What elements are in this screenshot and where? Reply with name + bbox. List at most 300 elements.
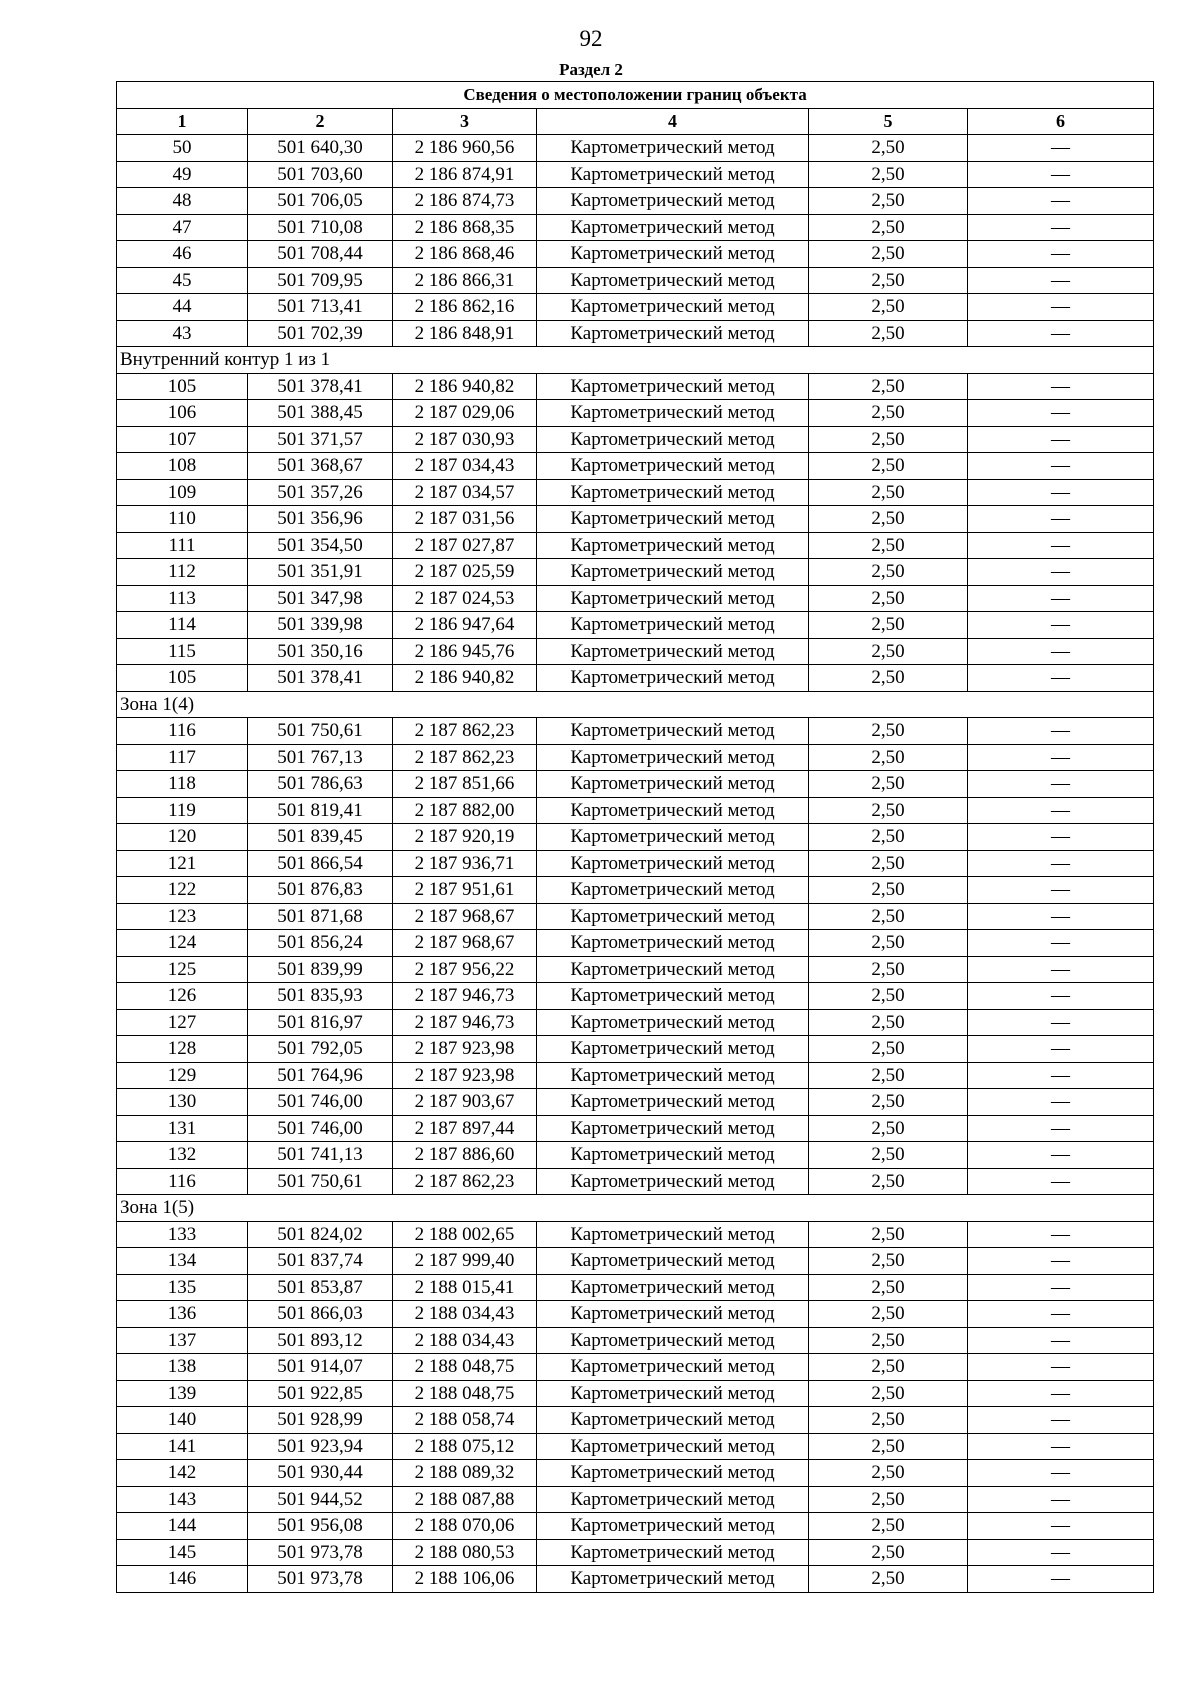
table-row — [117, 1142, 1154, 1169]
method-cell: Картометрический метод — [537, 797, 809, 824]
description-cell: — — [968, 718, 1154, 745]
y-coordinate-cell: 2 188 048,75 — [393, 1354, 537, 1381]
accuracy-cell: 2,50 — [809, 453, 968, 480]
section-title: Раздел 2 — [559, 60, 623, 79]
description-cell: — — [968, 1486, 1154, 1513]
method-cell: Картометрический метод — [537, 824, 809, 851]
table-row — [117, 665, 1154, 692]
description-cell: — — [968, 1566, 1154, 1593]
x-coordinate-cell: 501 824,02 — [248, 1221, 393, 1248]
x-coordinate-cell: 501 706,05 — [248, 188, 393, 215]
contour-group-row — [117, 1195, 1154, 1222]
y-coordinate-cell: 2 187 923,98 — [393, 1036, 537, 1063]
accuracy-cell: 2,50 — [809, 1036, 968, 1063]
y-coordinate-cell: 2 187 862,23 — [393, 718, 537, 745]
method-cell: Картометрический метод — [537, 373, 809, 400]
point-number-cell: 117 — [117, 744, 248, 771]
x-coordinate-cell: 501 713,41 — [248, 294, 393, 321]
y-coordinate-cell: 2 186 862,16 — [393, 294, 537, 321]
table-row — [117, 1036, 1154, 1063]
x-coordinate-cell: 501 750,61 — [248, 718, 393, 745]
table-row — [117, 1486, 1154, 1513]
accuracy-cell: 2,50 — [809, 903, 968, 930]
description-cell: — — [968, 956, 1154, 983]
point-number-cell: 143 — [117, 1486, 248, 1513]
y-coordinate-cell: 2 186 940,82 — [393, 373, 537, 400]
accuracy-cell: 2,50 — [809, 188, 968, 215]
x-coordinate-cell: 501 944,52 — [248, 1486, 393, 1513]
description-cell: — — [968, 744, 1154, 771]
description-cell: — — [968, 1274, 1154, 1301]
contour-group-row — [117, 347, 1154, 374]
point-number-cell: 135 — [117, 1274, 248, 1301]
x-coordinate-cell: 501 856,24 — [248, 930, 393, 957]
x-coordinate-cell: 501 786,63 — [248, 771, 393, 798]
x-coordinate-cell: 501 930,44 — [248, 1460, 393, 1487]
x-coordinate-cell: 501 339,98 — [248, 612, 393, 639]
accuracy-cell: 2,50 — [809, 135, 968, 162]
description-cell: — — [968, 771, 1154, 798]
accuracy-cell: 2,50 — [809, 373, 968, 400]
table-row — [117, 1566, 1154, 1593]
method-cell: Картометрический метод — [537, 188, 809, 215]
accuracy-cell: 2,50 — [809, 1539, 968, 1566]
description-cell: — — [968, 1062, 1154, 1089]
description-cell: — — [968, 559, 1154, 586]
accuracy-cell: 2,50 — [809, 983, 968, 1010]
accuracy-cell: 2,50 — [809, 930, 968, 957]
accuracy-cell: 2,50 — [809, 1460, 968, 1487]
method-cell: Картометрический метод — [537, 1301, 809, 1328]
table-row — [117, 320, 1154, 347]
accuracy-cell: 2,50 — [809, 532, 968, 559]
y-coordinate-cell: 2 187 923,98 — [393, 1062, 537, 1089]
table-row — [117, 373, 1154, 400]
description-cell: — — [968, 1327, 1154, 1354]
accuracy-cell: 2,50 — [809, 214, 968, 241]
accuracy-cell: 2,50 — [809, 294, 968, 321]
method-cell: Картометрический метод — [537, 1168, 809, 1195]
table-row — [117, 983, 1154, 1010]
table-row — [117, 1460, 1154, 1487]
table-body — [117, 135, 1154, 1593]
accuracy-cell: 2,50 — [809, 1248, 968, 1275]
y-coordinate-cell: 2 187 030,93 — [393, 426, 537, 453]
x-coordinate-cell: 501 351,91 — [248, 559, 393, 586]
method-cell: Картометрический метод — [537, 771, 809, 798]
y-coordinate-cell: 2 188 089,32 — [393, 1460, 537, 1487]
table-row — [117, 1407, 1154, 1434]
description-cell: — — [968, 983, 1154, 1010]
column-header-row — [117, 108, 1154, 135]
table-row — [117, 1089, 1154, 1116]
point-number-cell: 127 — [117, 1009, 248, 1036]
accuracy-cell: 2,50 — [809, 718, 968, 745]
method-cell: Картометрический метод — [537, 320, 809, 347]
method-cell: Картометрический метод — [537, 665, 809, 692]
method-cell: Картометрический метод — [537, 983, 809, 1010]
table-caption: Сведения о местоположении границ объекта — [117, 82, 1154, 109]
y-coordinate-cell: 2 187 999,40 — [393, 1248, 537, 1275]
method-cell: Картометрический метод — [537, 1036, 809, 1063]
y-coordinate-cell: 2 187 851,66 — [393, 771, 537, 798]
table-row — [117, 1539, 1154, 1566]
x-coordinate-cell: 501 356,96 — [248, 506, 393, 533]
point-number-cell: 125 — [117, 956, 248, 983]
accuracy-cell: 2,50 — [809, 1513, 968, 1540]
y-coordinate-cell: 2 187 968,67 — [393, 903, 537, 930]
method-cell: Картометрический метод — [537, 1460, 809, 1487]
point-number-cell: 46 — [117, 241, 248, 268]
table-row — [117, 877, 1154, 904]
y-coordinate-cell: 2 188 034,43 — [393, 1327, 537, 1354]
y-coordinate-cell: 2 188 075,12 — [393, 1433, 537, 1460]
column-header: 5 — [809, 108, 968, 135]
accuracy-cell: 2,50 — [809, 1354, 968, 1381]
table-row — [117, 1380, 1154, 1407]
x-coordinate-cell: 501 350,16 — [248, 638, 393, 665]
accuracy-cell: 2,50 — [809, 638, 968, 665]
accuracy-cell: 2,50 — [809, 1168, 968, 1195]
accuracy-cell: 2,50 — [809, 559, 968, 586]
table-row — [117, 532, 1154, 559]
y-coordinate-cell: 2 187 920,19 — [393, 824, 537, 851]
point-number-cell: 123 — [117, 903, 248, 930]
accuracy-cell: 2,50 — [809, 1009, 968, 1036]
table-row — [117, 453, 1154, 480]
accuracy-cell: 2,50 — [809, 1433, 968, 1460]
accuracy-cell: 2,50 — [809, 824, 968, 851]
table-row — [117, 400, 1154, 427]
table-row — [117, 718, 1154, 745]
method-cell: Картометрический метод — [537, 214, 809, 241]
x-coordinate-cell: 501 767,13 — [248, 744, 393, 771]
method-cell: Картометрический метод — [537, 877, 809, 904]
method-cell: Картометрический метод — [537, 506, 809, 533]
point-number-cell: 137 — [117, 1327, 248, 1354]
method-cell: Картометрический метод — [537, 903, 809, 930]
y-coordinate-cell: 2 187 951,61 — [393, 877, 537, 904]
boundary-coordinates-table — [116, 81, 1154, 1593]
description-cell: — — [968, 903, 1154, 930]
method-cell: Картометрический метод — [537, 559, 809, 586]
description-cell: — — [968, 188, 1154, 215]
table-row — [117, 797, 1154, 824]
method-cell: Картометрический метод — [537, 1089, 809, 1116]
y-coordinate-cell: 2 188 087,88 — [393, 1486, 537, 1513]
description-cell: — — [968, 612, 1154, 639]
x-coordinate-cell: 501 837,74 — [248, 1248, 393, 1275]
x-coordinate-cell: 501 741,13 — [248, 1142, 393, 1169]
accuracy-cell: 2,50 — [809, 241, 968, 268]
method-cell: Картометрический метод — [537, 426, 809, 453]
method-cell: Картометрический метод — [537, 612, 809, 639]
method-cell: Картометрический метод — [537, 1513, 809, 1540]
x-coordinate-cell: 501 922,85 — [248, 1380, 393, 1407]
table-row — [117, 214, 1154, 241]
column-header: 2 — [248, 108, 393, 135]
x-coordinate-cell: 501 792,05 — [248, 1036, 393, 1063]
accuracy-cell: 2,50 — [809, 1062, 968, 1089]
x-coordinate-cell: 501 709,95 — [248, 267, 393, 294]
point-number-cell: 126 — [117, 983, 248, 1010]
contour-group-label: Внутренний контур 1 из 1 — [117, 347, 1154, 374]
x-coordinate-cell: 501 378,41 — [248, 373, 393, 400]
accuracy-cell: 2,50 — [809, 850, 968, 877]
x-coordinate-cell: 501 710,08 — [248, 214, 393, 241]
table-row — [117, 956, 1154, 983]
y-coordinate-cell: 2 186 848,91 — [393, 320, 537, 347]
table-row — [117, 824, 1154, 851]
y-coordinate-cell: 2 186 868,46 — [393, 241, 537, 268]
column-header: 6 — [968, 108, 1154, 135]
y-coordinate-cell: 2 188 080,53 — [393, 1539, 537, 1566]
accuracy-cell: 2,50 — [809, 665, 968, 692]
x-coordinate-cell: 501 708,44 — [248, 241, 393, 268]
method-cell: Картометрический метод — [537, 241, 809, 268]
point-number-cell: 115 — [117, 638, 248, 665]
method-cell: Картометрический метод — [537, 638, 809, 665]
point-number-cell: 44 — [117, 294, 248, 321]
x-coordinate-cell: 501 371,57 — [248, 426, 393, 453]
accuracy-cell: 2,50 — [809, 320, 968, 347]
method-cell: Картометрический метод — [537, 1248, 809, 1275]
table-row — [117, 1433, 1154, 1460]
y-coordinate-cell: 2 187 029,06 — [393, 400, 537, 427]
method-cell: Картометрический метод — [537, 400, 809, 427]
x-coordinate-cell: 501 746,00 — [248, 1089, 393, 1116]
y-coordinate-cell: 2 187 956,22 — [393, 956, 537, 983]
point-number-cell: 128 — [117, 1036, 248, 1063]
y-coordinate-cell: 2 188 048,75 — [393, 1380, 537, 1407]
table-row — [117, 161, 1154, 188]
x-coordinate-cell: 501 357,26 — [248, 479, 393, 506]
x-coordinate-cell: 501 764,96 — [248, 1062, 393, 1089]
table-row — [117, 744, 1154, 771]
method-cell: Картометрический метод — [537, 479, 809, 506]
table-row — [117, 771, 1154, 798]
contour-group-row — [117, 691, 1154, 718]
x-coordinate-cell: 501 835,93 — [248, 983, 393, 1010]
point-number-cell: 111 — [117, 532, 248, 559]
point-number-cell: 120 — [117, 824, 248, 851]
point-number-cell: 146 — [117, 1566, 248, 1593]
point-number-cell: 106 — [117, 400, 248, 427]
description-cell: — — [968, 1380, 1154, 1407]
method-cell: Картометрический метод — [537, 294, 809, 321]
accuracy-cell: 2,50 — [809, 1089, 968, 1116]
description-cell: — — [968, 1513, 1154, 1540]
method-cell: Картометрический метод — [537, 267, 809, 294]
description-cell: — — [968, 479, 1154, 506]
x-coordinate-cell: 501 973,78 — [248, 1539, 393, 1566]
description-cell: — — [968, 400, 1154, 427]
accuracy-cell: 2,50 — [809, 1566, 968, 1593]
description-cell: — — [968, 824, 1154, 851]
description-cell: — — [968, 930, 1154, 957]
table-row — [117, 1354, 1154, 1381]
point-number-cell: 112 — [117, 559, 248, 586]
method-cell: Картометрический метод — [537, 585, 809, 612]
table-row — [117, 479, 1154, 506]
y-coordinate-cell: 2 188 058,74 — [393, 1407, 537, 1434]
y-coordinate-cell: 2 187 027,87 — [393, 532, 537, 559]
y-coordinate-cell: 2 186 940,82 — [393, 665, 537, 692]
x-coordinate-cell: 501 923,94 — [248, 1433, 393, 1460]
y-coordinate-cell: 2 187 034,43 — [393, 453, 537, 480]
y-coordinate-cell: 2 187 897,44 — [393, 1115, 537, 1142]
description-cell: — — [968, 320, 1154, 347]
y-coordinate-cell: 2 188 106,06 — [393, 1566, 537, 1593]
description-cell: — — [968, 1089, 1154, 1116]
table-row — [117, 930, 1154, 957]
point-number-cell: 141 — [117, 1433, 248, 1460]
x-coordinate-cell: 501 876,83 — [248, 877, 393, 904]
accuracy-cell: 2,50 — [809, 1407, 968, 1434]
table-row — [117, 135, 1154, 162]
description-cell: — — [968, 1539, 1154, 1566]
y-coordinate-cell: 2 187 862,23 — [393, 744, 537, 771]
point-number-cell: 142 — [117, 1460, 248, 1487]
table-row — [117, 850, 1154, 877]
point-number-cell: 105 — [117, 373, 248, 400]
description-cell: — — [968, 585, 1154, 612]
x-coordinate-cell: 501 866,54 — [248, 850, 393, 877]
x-coordinate-cell: 501 354,50 — [248, 532, 393, 559]
description-cell: — — [968, 135, 1154, 162]
accuracy-cell: 2,50 — [809, 161, 968, 188]
table-row — [117, 1248, 1154, 1275]
x-coordinate-cell: 501 388,45 — [248, 400, 393, 427]
point-number-cell: 108 — [117, 453, 248, 480]
x-coordinate-cell: 501 347,98 — [248, 585, 393, 612]
accuracy-cell: 2,50 — [809, 1274, 968, 1301]
description-cell: — — [968, 1301, 1154, 1328]
point-number-cell: 136 — [117, 1301, 248, 1328]
description-cell: — — [968, 294, 1154, 321]
description-cell: — — [968, 1009, 1154, 1036]
y-coordinate-cell: 2 186 947,64 — [393, 612, 537, 639]
point-number-cell: 132 — [117, 1142, 248, 1169]
method-cell: Картометрический метод — [537, 1274, 809, 1301]
x-coordinate-cell: 501 973,78 — [248, 1566, 393, 1593]
description-cell: — — [968, 1036, 1154, 1063]
method-cell: Картометрический метод — [537, 956, 809, 983]
description-cell: — — [968, 1248, 1154, 1275]
method-cell: Картометрический метод — [537, 1327, 809, 1354]
method-cell: Картометрический метод — [537, 1539, 809, 1566]
accuracy-cell: 2,50 — [809, 1301, 968, 1328]
point-number-cell: 116 — [117, 718, 248, 745]
table-row — [117, 267, 1154, 294]
description-cell: — — [968, 161, 1154, 188]
y-coordinate-cell: 2 187 946,73 — [393, 983, 537, 1010]
y-coordinate-cell: 2 187 034,57 — [393, 479, 537, 506]
y-coordinate-cell: 2 186 868,35 — [393, 214, 537, 241]
table-row — [117, 638, 1154, 665]
column-header: 1 — [117, 108, 248, 135]
accuracy-cell: 2,50 — [809, 797, 968, 824]
point-number-cell: 114 — [117, 612, 248, 639]
point-number-cell: 131 — [117, 1115, 248, 1142]
x-coordinate-cell: 501 702,39 — [248, 320, 393, 347]
y-coordinate-cell: 2 186 874,91 — [393, 161, 537, 188]
column-header: 4 — [537, 108, 809, 135]
method-cell: Картометрический метод — [537, 850, 809, 877]
description-cell: — — [968, 638, 1154, 665]
method-cell: Картометрический метод — [537, 1142, 809, 1169]
accuracy-cell: 2,50 — [809, 1221, 968, 1248]
table-row — [117, 559, 1154, 586]
x-coordinate-cell: 501 853,87 — [248, 1274, 393, 1301]
method-cell: Картометрический метод — [537, 1486, 809, 1513]
description-cell: — — [968, 267, 1154, 294]
y-coordinate-cell: 2 186 960,56 — [393, 135, 537, 162]
point-number-cell: 113 — [117, 585, 248, 612]
y-coordinate-cell: 2 186 874,73 — [393, 188, 537, 215]
method-cell: Картометрический метод — [537, 930, 809, 957]
y-coordinate-cell: 2 188 070,06 — [393, 1513, 537, 1540]
method-cell: Картометрический метод — [537, 161, 809, 188]
point-number-cell: 109 — [117, 479, 248, 506]
description-cell: — — [968, 1354, 1154, 1381]
description-cell: — — [968, 532, 1154, 559]
point-number-cell: 110 — [117, 506, 248, 533]
table-row — [117, 426, 1154, 453]
accuracy-cell: 2,50 — [809, 1327, 968, 1354]
x-coordinate-cell: 501 378,41 — [248, 665, 393, 692]
description-cell: — — [968, 665, 1154, 692]
point-number-cell: 139 — [117, 1380, 248, 1407]
method-cell: Картометрический метод — [537, 1221, 809, 1248]
point-number-cell: 45 — [117, 267, 248, 294]
y-coordinate-cell: 2 188 034,43 — [393, 1301, 537, 1328]
point-number-cell: 50 — [117, 135, 248, 162]
table-row — [117, 294, 1154, 321]
accuracy-cell: 2,50 — [809, 956, 968, 983]
table-row — [117, 1062, 1154, 1089]
x-coordinate-cell: 501 871,68 — [248, 903, 393, 930]
description-cell: — — [968, 1115, 1154, 1142]
method-cell: Картометрический метод — [537, 1566, 809, 1593]
point-number-cell: 145 — [117, 1539, 248, 1566]
description-cell: — — [968, 1168, 1154, 1195]
method-cell: Картометрический метод — [537, 453, 809, 480]
point-number-cell: 43 — [117, 320, 248, 347]
accuracy-cell: 2,50 — [809, 506, 968, 533]
point-number-cell: 48 — [117, 188, 248, 215]
description-cell: — — [968, 1460, 1154, 1487]
method-cell: Картометрический метод — [537, 1009, 809, 1036]
y-coordinate-cell: 2 187 936,71 — [393, 850, 537, 877]
accuracy-cell: 2,50 — [809, 400, 968, 427]
description-cell: — — [968, 877, 1154, 904]
y-coordinate-cell: 2 187 024,53 — [393, 585, 537, 612]
table-row — [117, 1168, 1154, 1195]
accuracy-cell: 2,50 — [809, 771, 968, 798]
x-coordinate-cell: 501 819,41 — [248, 797, 393, 824]
x-coordinate-cell: 501 368,67 — [248, 453, 393, 480]
accuracy-cell: 2,50 — [809, 1115, 968, 1142]
method-cell: Картометрический метод — [537, 718, 809, 745]
contour-group-label: Зона 1(4) — [117, 691, 1154, 718]
point-number-cell: 130 — [117, 1089, 248, 1116]
table-row — [117, 585, 1154, 612]
point-number-cell: 134 — [117, 1248, 248, 1275]
description-cell: — — [968, 426, 1154, 453]
description-cell: — — [968, 241, 1154, 268]
table-row — [117, 188, 1154, 215]
